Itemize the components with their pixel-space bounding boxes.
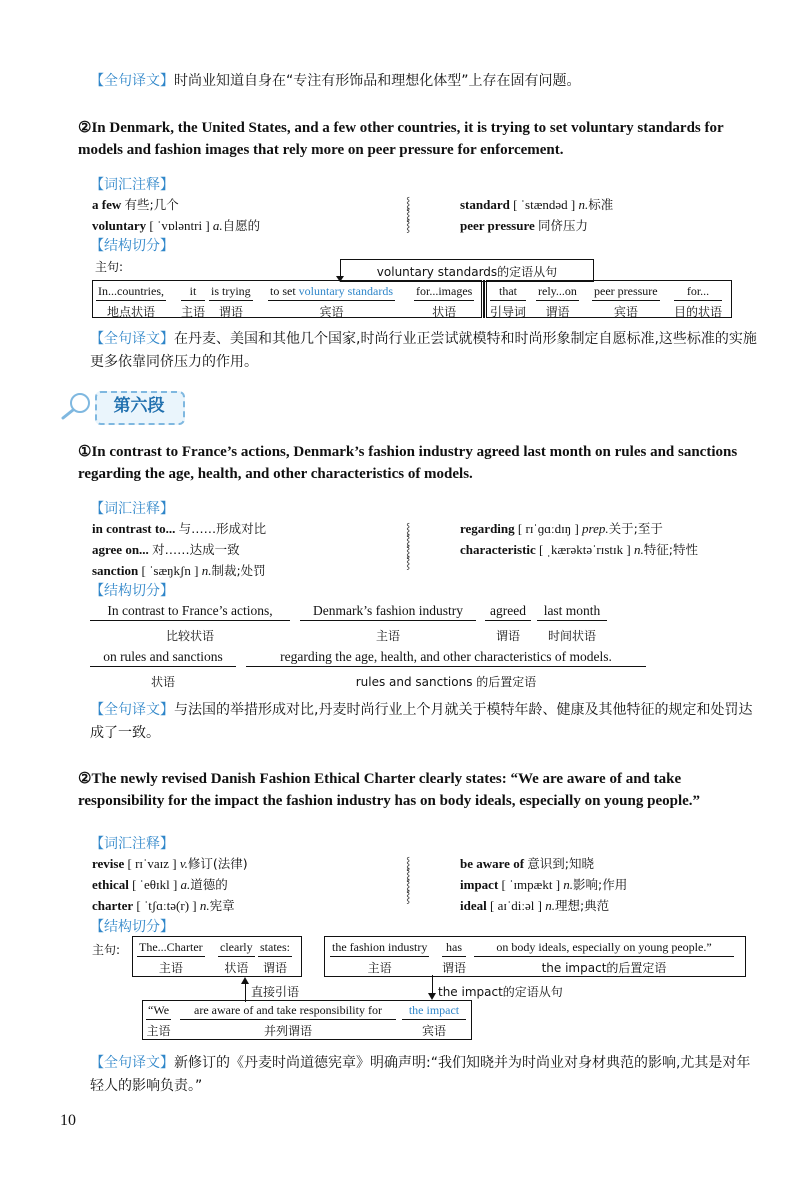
vocab-item: ethical [ ˈeθɪkl ] a.道德的	[92, 877, 228, 892]
segment: clearly 状语	[220, 940, 253, 975]
segment: rely...on 谓语	[538, 284, 577, 319]
divider-tilde: ⸾ ⸾ ⸾ ⸾	[406, 522, 411, 569]
segment: states: 谓语	[260, 940, 290, 975]
sentence-4: ②The newly revised Danish Fashion Ethical Charter clearly states: “We are aware of and take responsibility for the impact the fashion industry has on body ideals, especially on young people.”	[78, 771, 701, 809]
segment: the impact 宾语	[402, 1003, 466, 1039]
connector-line	[432, 975, 433, 994]
vocab-item: characteristic [ ˌkærəktəˈrɪstɪk ] n.特征;特性	[460, 542, 698, 557]
segment: is trying 谓语	[211, 284, 251, 319]
relative-clause-label: the impact的定语从句	[438, 985, 563, 999]
segment: Denmark’s fashion industry 主语	[300, 603, 476, 644]
page-number: 10	[60, 1112, 76, 1129]
vocab-item: sanction [ ˈsæŋkʃn ] n.制裁;处罚	[92, 563, 266, 578]
divider-tilde: ⸾ ⸾ ⸾ ⸾	[406, 856, 411, 903]
vocab-item: impact [ ˈɪmpækt ] n.影响;作用	[460, 877, 628, 892]
vocab-item: revise [ rɪˈvaɪz ] v.修订(法律)	[92, 856, 248, 871]
vocab-item: agree on... 对……达成一致	[92, 542, 240, 557]
segment: the fashion industry 主语	[332, 940, 428, 975]
vocab-item: a few 有些;几个	[92, 197, 179, 212]
arrow-down-icon	[428, 993, 436, 1000]
translation-s2: 【全句译文】在丹麦、美国和其他几个国家,时尚行业正尝试就模特和时尚形象制定自愿标准,这些标准的实施更多依靠同侪压力的作用。	[90, 331, 757, 370]
vocab-item: standard [ ˈstændəd ] n.标准	[460, 197, 614, 212]
structure-heading: 【结构切分】	[90, 583, 174, 599]
divider-tilde: ⸾ ⸾ ⸾	[406, 196, 411, 232]
relative-clause-label: voluntary standards的定语从句	[376, 265, 558, 279]
structure-heading: 【结构切分】	[90, 238, 174, 254]
segment: In...countries, 地点状语	[98, 284, 164, 319]
sentence-number: ②	[78, 771, 92, 787]
segment: regarding the age, health, and other characteristics of models. rules and sanctions 的后置定语	[246, 649, 646, 690]
segment: are aware of and take responsibility for 并列谓语	[180, 1003, 396, 1039]
vocab-list-left	[92, 853, 402, 916]
direct-quote-label: 直接引语	[251, 985, 300, 999]
sentence-2: ②In Denmark, the United States, and a few other countries, it is trying to set voluntary standards for models and fashion images that rely more on peer pressure for enforcement.	[78, 120, 724, 158]
main-clause-label: 主句:	[95, 260, 124, 274]
translation-s4: 【全句译文】新修订的《丹麦时尚道德宪章》明确声明:“我们知晓并为时尚业对身材典范的影响,尤其是对年轻人的影响负责。”	[90, 1055, 751, 1094]
sentence-number: ①	[78, 444, 92, 460]
sentence-number: ②	[78, 120, 92, 136]
section-title: 第六段	[113, 396, 165, 416]
vocab-item: ideal [ aɪˈdiːəl ] n.理想;典范	[460, 898, 610, 913]
vocab-item: voluntary [ ˈvɒləntri ] a.自愿的	[92, 218, 261, 233]
segment: has 谓语	[442, 940, 467, 975]
segment: The...Charter 主语	[139, 940, 203, 975]
vocab-item: be aware of 意识到;知晓	[460, 856, 594, 871]
segment: on rules and sanctions 状语	[90, 649, 236, 690]
vocab-list-right	[460, 853, 770, 916]
segment: for...images 状语	[416, 284, 473, 319]
structure-heading: 【结构切分】	[90, 919, 174, 935]
segment: peer pressure 宾语	[594, 284, 658, 319]
segment: In contrast to France’s actions, 比较状语	[90, 603, 290, 644]
arrow-up-icon	[241, 977, 249, 984]
vocab-item: in contrast to... 与……形成对比	[92, 521, 267, 536]
segment: on body ideals, especially on young people.” the impact的后置定语	[474, 940, 734, 976]
translation-s3: 【全句译文】与法国的举措形成对比,丹麦时尚行业上个月就关于模特年龄、健康及其他特征的规定和处罚达成了一致。	[90, 702, 753, 741]
segment: that 引导词	[490, 284, 527, 319]
vocab-item: regarding [ rɪˈɡɑːdɪŋ ] prep.关于;至于	[460, 521, 663, 536]
segment: to set voluntary standards 宾语	[270, 284, 393, 319]
main-clause-label: 主句:	[92, 943, 121, 957]
segment: it 主语	[181, 284, 206, 319]
sentence-3: ①In contrast to France’s actions, Denmark’s fashion industry agreed last month on rules and sanctions regarding the age, health, and other characteristics of models.	[78, 444, 738, 482]
vocab-list-right	[460, 194, 760, 236]
vocab-list-right	[460, 518, 780, 560]
translation-p1: 【全句译文】时尚业知道自身在“专注有形饰品和理想化体型”上存在固有问题。	[90, 73, 581, 89]
vocab-heading: 【词汇注释】	[90, 836, 174, 852]
vocab-heading: 【词汇注释】	[90, 177, 174, 193]
segment: “We 主语	[146, 1003, 171, 1038]
vocab-item: peer pressure 同侪压力	[460, 218, 589, 233]
magnifier-icon	[60, 390, 96, 425]
vocab-heading: 【词汇注释】	[90, 501, 174, 517]
vocab-item: charter [ ˈtʃɑːtə(r) ] n.宪章	[92, 898, 235, 913]
segment: for... 目的状语	[674, 284, 723, 319]
vocab-list-left	[92, 194, 392, 236]
vocab-list-left	[92, 518, 402, 581]
segment: agreed 谓语	[485, 603, 531, 644]
segment: last month 时间状语	[537, 603, 607, 644]
box-divider	[483, 280, 485, 318]
